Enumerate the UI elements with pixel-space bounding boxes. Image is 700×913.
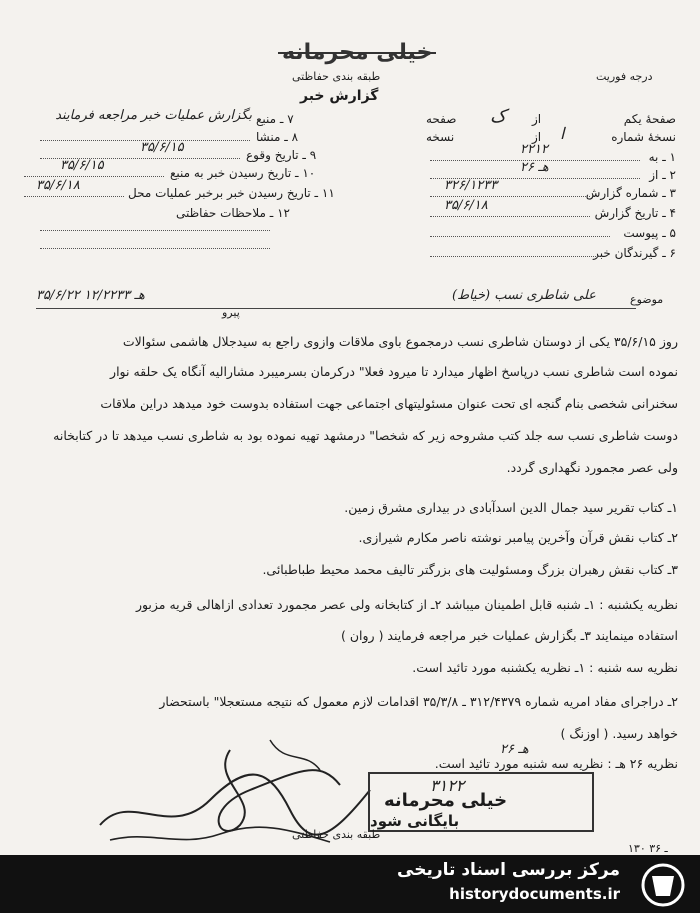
subject-ref-mark: پیرو: [222, 306, 240, 319]
priority-label: درجه فوریت: [596, 70, 653, 83]
archive-stamp: بایگانی شود: [370, 812, 460, 830]
field-local-receipt-date-value: ۳۵/۶/۱۸: [36, 178, 80, 193]
book-item-1: ۱ـ کتاب تقریر سید جمال الدین اسدآبادی در بیداری مشرق زمین.: [344, 500, 678, 515]
field-security-notes: ۱۲ ـ ملاحظات حفاظتی: [176, 206, 290, 220]
analysis-line-3: نظریه سه شنبه : ۱ـ نظریه یکشنبه مورد تائید است.: [412, 660, 678, 675]
report-title: گزارش خبر: [300, 88, 379, 104]
field-report-date: ۴ ـ تاریخ گزارش: [594, 206, 676, 220]
analysis-line-6: نظریه ۲۶ هـ : نظریه سه شنبه مورد تائید است.: [434, 756, 678, 771]
subject-reference: ۳۵/۶/۲۲ هـ ۱۲/۲۲۳۳: [36, 288, 145, 303]
field-copy-mid: از: [532, 130, 542, 144]
analysis-line-4: ۲ـ دراجرای مفاد امریه شماره ۳۱۲/۴۳۷۹ ـ ۳۵/۳/۸ اقدامات لازم معمول که نتیجه مستعجلا" باستحضار: [159, 694, 678, 709]
archive-logo-icon: [640, 862, 686, 908]
bottom-classification-label: طبقه بندی حفاظتی: [292, 828, 381, 841]
field-copy-number: نسخهٔ شماره: [611, 130, 676, 144]
field-report-date-value: ۳۵/۶/۱۸: [444, 198, 488, 213]
field-from: ۲ ـ از: [649, 168, 676, 182]
footer-org-name: مرکز بررسی اسناد تاریخی: [397, 860, 620, 880]
field-copy-end: نسخه: [426, 130, 455, 144]
body-line-2: نموده است شاطری نسب درپاسخ اظهار میدارد تا میرود فعلا" درکرمان بسرمیبرد مشارالیه آنگاه یک حلقه نوار: [110, 364, 678, 379]
book-item-2: ۲ـ کتاب نقش قرآن وآخرین پیامبر نوشته ناصر مکارم شیرازی.: [358, 530, 678, 545]
field-to: ۱ ـ به: [648, 150, 676, 164]
book-item-3: ۳ـ کتاب نقش رهبران بزرگ ومسئولیت های بزرگتر تالیف محمد محیط طباطبائی.: [262, 562, 678, 577]
page-code: ۱۳۰ ـ ۳۶: [628, 842, 668, 855]
analysis-line-5: خواهد رسید. ( اوزنگ ): [560, 726, 678, 741]
field-page-number: صفحهٔ یکم: [623, 112, 676, 126]
field-source-receipt-date: ۱۰ ـ تاریخ رسیدن خبر به منبع: [170, 166, 316, 180]
bottom-classification-stamp: خیلی محرمانه: [384, 790, 508, 811]
handwritten-note: ۲۶ هـ: [500, 742, 529, 757]
field-local-receipt-date: ۱۱ ـ تاریخ رسیدن خبر برخبر عملیات محل: [128, 186, 335, 200]
analysis-line-1: نظریه یکشنبه : ۱ـ شنبه قابل اطمینان میباشد ۲ـ از کتابخانه ولی عصر مجمورد تعدادی ازاهالی قریه مزبور: [135, 597, 678, 612]
analysis-line-2: استفاده مینمایند ۳ـ بگزارش عملیات خبر مراجعه فرمایند ( روان ): [341, 628, 678, 643]
field-origin: ۸ ـ منشا: [256, 130, 299, 144]
body-line-1: روز ۳۵/۶/۱۵ یکی از دوستان شاطری نسب درمجموع باوی ملاقات وازوی راجع به سیدجلال هاشمی سئوالات: [122, 334, 678, 349]
subject-value: علی شاطری نسب (خیاط): [452, 288, 596, 303]
body-line-5: ولی عصر مجمورد نگهداری گردد.: [506, 460, 678, 475]
field-page-mid: از: [532, 112, 542, 126]
field-event-date-value: ۳۵/۶/۱۵: [140, 140, 184, 155]
field-from-value: ۲۶ هـ: [520, 160, 549, 175]
footer-url[interactable]: historydocuments.ir: [449, 885, 620, 903]
body-line-4: دوست شاطری نسب سه جلد کتب مشروحه زیر که شخصا" درمشهد تهیه نموده بود به شاطری نسب میدهد تا در کتابخانه: [53, 428, 678, 443]
field-source: ۷ ـ منبع: [256, 112, 294, 126]
field-event-date: ۹ ـ تاریخ وقوع: [246, 148, 317, 162]
field-attachment: ۵ ـ پیوست: [623, 226, 676, 240]
classification-label: طبقه بندی حفاظتی: [292, 70, 381, 83]
field-copy-value: ا: [560, 124, 565, 143]
field-page-value: ک: [490, 106, 507, 127]
field-recipients: ۶ ـ گیرندگان خبر: [593, 246, 676, 260]
field-to-value: ۲۲۱۲: [520, 142, 548, 157]
field-source-receipt-date-value: ۳۵/۶/۱۵: [60, 158, 104, 173]
subject-label: موضوع: [630, 293, 664, 306]
box-stamp-number: ۳۱۲۲: [430, 776, 465, 795]
top-classification-stamp: خیلی محرمانه: [282, 40, 433, 65]
body-line-3: سخنرانی شخصی بنام گنجه ای تحت عنوان مسئولیتهای اجتماعی جهت استفاده بدوست خود میدهد دراین ملاقات: [100, 396, 678, 411]
field-report-number-value: ۳۲۶/۱۲۳۳: [444, 178, 498, 193]
field-report-number: ۳ ـ شماره گزارش: [585, 186, 676, 200]
field-source-value: بگزارش عملیات خبر مراجعه فرمایند: [55, 108, 252, 123]
field-page-end: صفحه: [426, 112, 457, 126]
